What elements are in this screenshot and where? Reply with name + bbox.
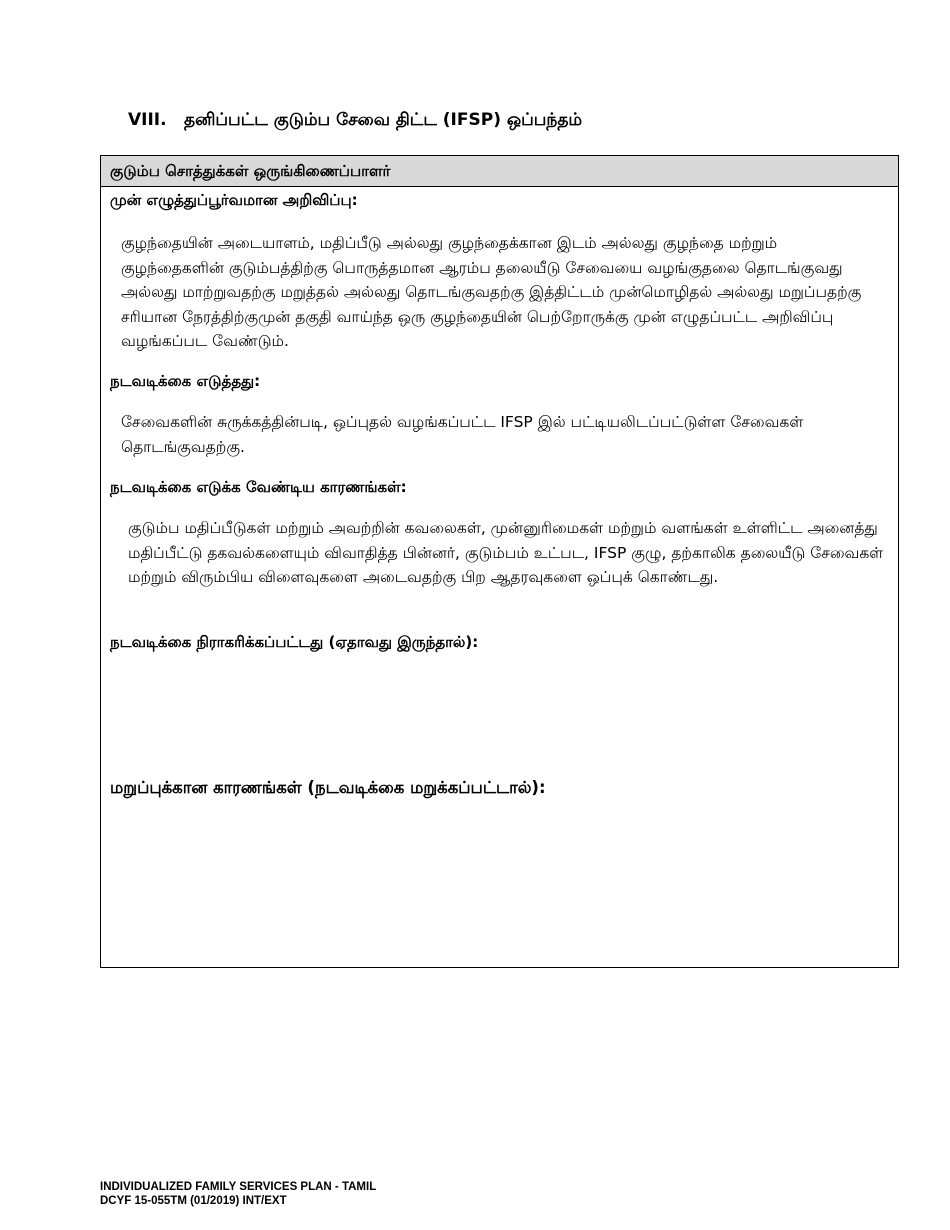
- action-taken-text: சேவைகளின் சுருக்கத்தின்படி, ஒப்புதல் வழங்கப்பட்ட IFSP இல் பட்டியலிடப்பட்டுள்ள சேவைகள் தொடங்குவதற்கு.: [121, 413, 804, 456]
- agreement-form-box: [100, 155, 899, 968]
- section-heading: [128, 110, 582, 132]
- reasons-text: குடும்ப மதிப்பீடுகள் மற்றும் அவற்றின் கவலைகள், முன்னுரிமைகள் மற்றும் வளங்கள் உள்ளிட்ட அனைத்து மதிப்பீட்டு தகவல்களையும் விவாதித்த பின்னர், குடும்பம் உட்பட, IFSP குழு, தற்காலிக தலையீடு சேவைகள் மற்றும் விரும்பிய விளைவுகளை அடைவதற்கு பிற ஆதரவுகளை ஒப்புக் கொண்டது.: [128, 519, 884, 586]
- footer-form-title: INDIVIDUALIZED FAMILY SERVICES PLAN - TAMIL: [100, 1181, 377, 1193]
- footer-form-number: DCYF 15-055TM (01/2019) INT/EXT: [100, 1195, 287, 1207]
- reasons-label: நடவடிக்கை எடுக்க வேண்டிய காரணங்கள்:: [110, 478, 407, 496]
- section-number: VIII.: [128, 110, 167, 130]
- action-taken-label: நடவடிக்கை எடுத்தது:: [110, 372, 261, 390]
- prior-notice-label: முன் எழுத்துப்பூர்வமான அறிவிப்பு:: [110, 191, 358, 209]
- action-rejected-label: நடவடிக்கை நிராகரிக்கப்பட்டது (ஏதாவது இருந்தால்):: [110, 633, 479, 651]
- section-title: தனிப்பட்ட குடும்ப சேவை திட்ட (IFSP) ஒப்பந்தம்: [184, 110, 583, 130]
- form-footer: [100, 1180, 376, 1208]
- prior-notice-text: குழந்தையின் அடையாளம், மதிப்பீடு அல்லது குழந்தைக்கான இடம் அல்லது குழந்தை மற்றும் குழந்தைகளின் குடும்பத்திற்கு பொருத்தமான ஆரம்ப தலையீடு சேவையை வழங்குதலை தொடங்குவது அல்லது மாற்றுவதற்கு மறுத்தல் அல்லது தொடங்குவதற்கு இத்திட்டம் முன்மொழிதல் அல்லது மறுப்பதற்கு சரியான நேரத்திற்குமுன் தகுதி வாய்ந்த ஒரு குழந்தையின் பெற்றோருக்கு முன் எழுதப்பட்ட அறிவிப்பு வழங்கப்பட வேண்டும்.: [121, 234, 862, 350]
- refusal-reasons-label: மறுப்புக்கான காரணங்கள் (நடவடிக்கை மறுக்கப்பட்டால்):: [110, 778, 546, 797]
- box-header: குடும்ப சொத்துக்கள் ஒருங்கிணைப்பாளர்: [101, 156, 898, 187]
